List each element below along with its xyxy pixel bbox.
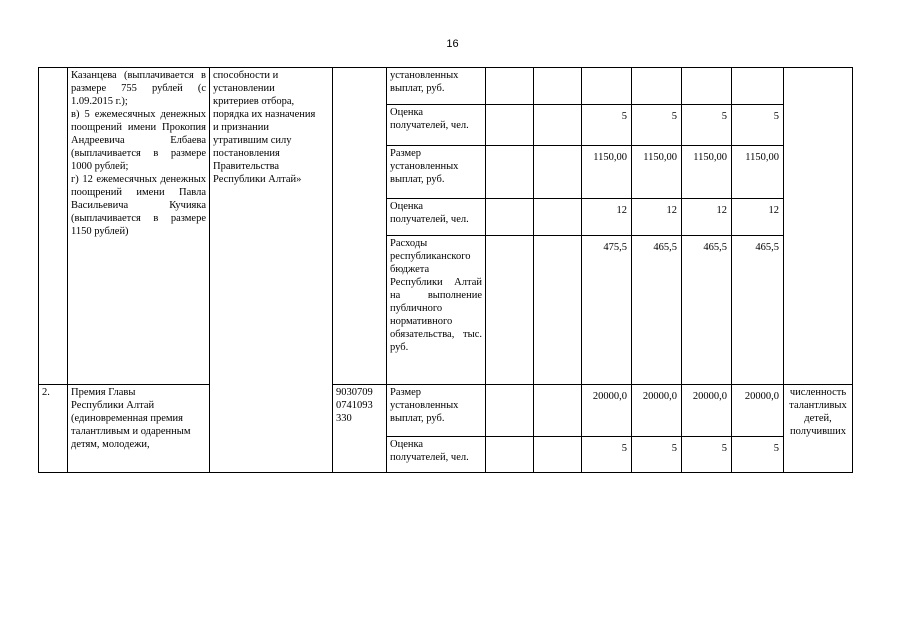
value-cell <box>632 68 682 105</box>
value-cell: 5 <box>732 105 784 146</box>
value-cell: 465,5 <box>632 236 682 385</box>
data-table <box>38 67 853 473</box>
value-cell: 1150,00 <box>732 146 784 199</box>
table-row <box>39 68 853 105</box>
page-number: 16 <box>446 38 459 50</box>
value-cell <box>534 385 582 437</box>
value-cell: 1150,00 <box>632 146 682 199</box>
value-cell: 465,5 <box>682 236 732 385</box>
value-cell <box>682 68 732 105</box>
value-cell <box>486 437 534 473</box>
value-cell <box>486 68 534 105</box>
value-cell <box>534 68 582 105</box>
indicator-cell: установленных выплат, руб. <box>387 68 486 105</box>
description-cell: Казанцева (выплачивается в размере 755 рублей (с 1.09.2015 г.); в) 5 ежемесячных денежных поощрений имени Прокопия Андреевича Елбаева (выплачивается в размере 1000 рублей; г) 12 ежемесячных денежных поощрений имени Павла Васильевича Кучияка (выплачивается в размере 1150 рублей) <box>68 68 210 385</box>
indicator-cell: Размер установленных выплат, руб. <box>387 385 486 437</box>
value-cell <box>582 68 632 105</box>
value-cell <box>486 199 534 236</box>
value-cell <box>534 437 582 473</box>
description-cell: Премия Главы Республики Алтай (единовременная премия талантливым и одаренным детям, молодежи, <box>68 385 210 473</box>
value-cell: 5 <box>632 105 682 146</box>
value-cell <box>534 236 582 385</box>
value-cell: 12 <box>582 199 632 236</box>
value-cell: 5 <box>582 437 632 473</box>
value-cell <box>534 146 582 199</box>
value-cell: 20000,0 <box>632 385 682 437</box>
value-cell: 12 <box>632 199 682 236</box>
indicator-cell: Расходы республиканского бюджета Республики Алтай на выполнение публичного нормативного обязательства, тыс. руб. <box>387 236 486 385</box>
value-cell: 475,5 <box>582 236 632 385</box>
result-cell: численность талантливых детей, получивших <box>784 385 853 473</box>
value-cell <box>486 385 534 437</box>
indicator-cell: Оценка получателей, чел. <box>387 105 486 146</box>
value-cell: 5 <box>632 437 682 473</box>
value-cell <box>486 236 534 385</box>
code-cell <box>333 68 387 385</box>
value-cell: 1150,00 <box>582 146 632 199</box>
code-cell: 9030709 0741093 330 <box>333 385 387 473</box>
result-cell <box>784 68 853 385</box>
value-cell: 12 <box>732 199 784 236</box>
value-cell: 20000,0 <box>682 385 732 437</box>
value-cell: 1150,00 <box>682 146 732 199</box>
value-cell: 20000,0 <box>582 385 632 437</box>
value-cell: 5 <box>732 437 784 473</box>
value-cell <box>534 199 582 236</box>
value-cell: 5 <box>682 105 732 146</box>
value-cell: 5 <box>682 437 732 473</box>
value-cell: 5 <box>582 105 632 146</box>
indicator-cell: Оценка получателей, чел. <box>387 437 486 473</box>
table-row <box>39 385 853 437</box>
row-number-cell: 2. <box>39 385 68 473</box>
value-cell <box>486 146 534 199</box>
indicator-cell: Размер установленных выплат, руб. <box>387 146 486 199</box>
value-cell <box>732 68 784 105</box>
value-cell: 12 <box>682 199 732 236</box>
row-number-cell <box>39 68 68 385</box>
indicator-cell: Оценка получателей, чел. <box>387 199 486 236</box>
value-cell: 20000,0 <box>732 385 784 437</box>
value-cell <box>534 105 582 146</box>
basis-cell: способности и установлении критериев отбора, порядка их назначения и признании утратившим силу постановления Правительства Республики Алтай» <box>210 68 333 473</box>
value-cell: 465,5 <box>732 236 784 385</box>
value-cell <box>486 105 534 146</box>
